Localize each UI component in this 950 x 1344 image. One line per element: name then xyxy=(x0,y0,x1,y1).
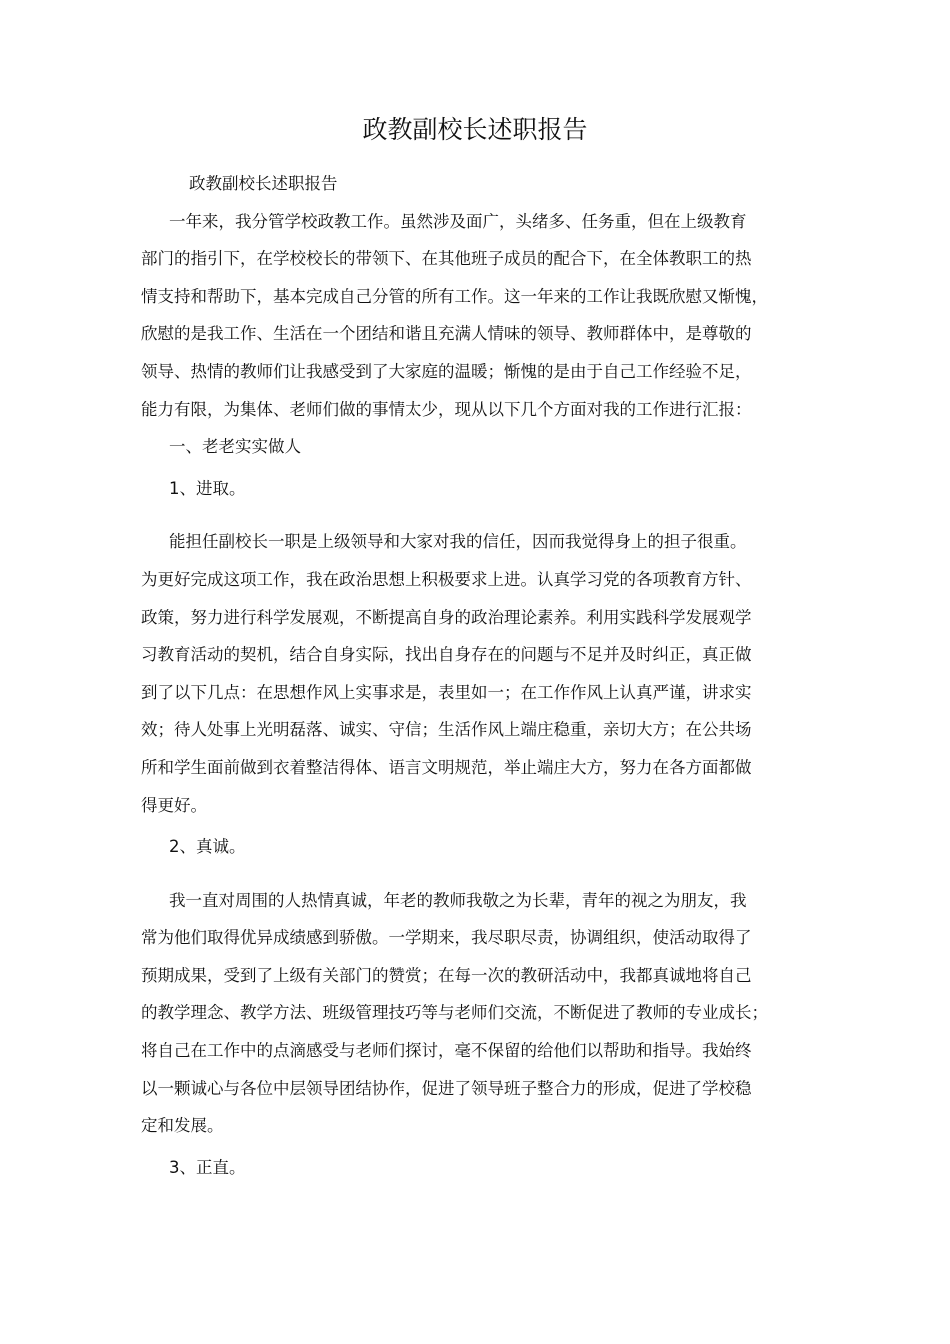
item-3-heading: 3、正直。 xyxy=(169,1157,246,1177)
document-title: 政教副校长述职报告 xyxy=(362,115,588,144)
item-2-line: 将自己在工作中的点滴感受与老师们探讨，毫不保留的给他们以帮助和指导。我始终 xyxy=(141,1041,752,1061)
intro-line: 能力有限，为集体、老师们做的事情太少，现从以下几个方面对我的工作进行汇报： xyxy=(141,399,752,419)
intro-line: 部门的指引下，在学校校长的带领下、在其他班子成员的配合下，在全体教职工的热 xyxy=(141,249,752,269)
item-1-line: 为更好完成这项工作，我在政治思想上积极要求上进。认真学习党的各项教育方针、 xyxy=(141,569,752,589)
item-1-line: 所和学生面前做到衣着整洁得体、语言文明规范，举止端庄大方，努力在各方面都做 xyxy=(141,757,752,777)
item-2-line: 的教学理念、教学方法、班级管理技巧等与老师们交流，不断促进了教师的专业成长； xyxy=(141,1003,768,1023)
item-2-line: 定和发展。 xyxy=(141,1116,224,1136)
item-2-line: 以一颗诚心与各位中层领导团结协作，促进了领导班子整合力的形成，促进了学校稳 xyxy=(141,1078,752,1098)
item-2-heading: 2、真诚。 xyxy=(169,837,246,857)
intro-line: 一年来，我分管学校政教工作。虽然涉及面广，头绪多、任务重，但在上级教育 xyxy=(169,211,747,231)
intro-line: 领导、热情的教师们让我感受到了大家庭的温暖；惭愧的是由于自己工作经验不足， xyxy=(141,361,752,381)
item-1-line: 效；待人处事上光明磊落、诚实、守信；生活作风上端庄稳重，亲切大方；在公共场 xyxy=(141,720,752,740)
intro-line: 情支持和帮助下，基本完成自己分管的所有工作。这一年来的工作让我既欣慰又惭愧， xyxy=(141,286,768,306)
document-subtitle: 政教副校长述职报告 xyxy=(189,174,338,193)
item-2-line: 预期成果，受到了上级有关部门的赞赏；在每一次的教研活动中，我都真诚地将自己 xyxy=(141,965,752,985)
item-1-heading: 1、进取。 xyxy=(169,478,246,498)
item-1-line: 得更好。 xyxy=(141,795,207,815)
item-1-line: 习教育活动的契机，结合自身实际，找出自身存在的问题与不足并及时纠正，真正做 xyxy=(141,645,752,665)
intro-paragraph xyxy=(141,203,831,429)
document-body xyxy=(141,165,831,1186)
item-2-line: 常为他们取得优异成绩感到骄傲。一学期来，我尽职尽责，协调组织，使活动取得了 xyxy=(141,928,752,948)
item-1-paragraph xyxy=(141,523,831,824)
item-2-line: 我一直对周围的人热情真诚，年老的教师我敬之为长辈，青年的视之为朋友，我 xyxy=(169,890,747,910)
item-2-paragraph xyxy=(141,882,831,1145)
item-1-line: 到了以下几点：在思想作风上实事求是，表里如一；在工作作风上认真严谨，讲求实 xyxy=(141,682,752,702)
section-1-heading: 一、老老实实做人 xyxy=(169,437,301,457)
item-1-line: 政策，努力进行科学发展观，不断提高自身的政治理论素养。利用实践科学发展观学 xyxy=(141,607,752,627)
intro-line: 欣慰的是我工作、生活在一个团结和谐且充满人情味的领导、教师群体中，是尊敬的 xyxy=(141,324,752,344)
item-1-line: 能担任副校长一职是上级领导和大家对我的信任，因而我觉得身上的担子很重。 xyxy=(169,532,747,552)
